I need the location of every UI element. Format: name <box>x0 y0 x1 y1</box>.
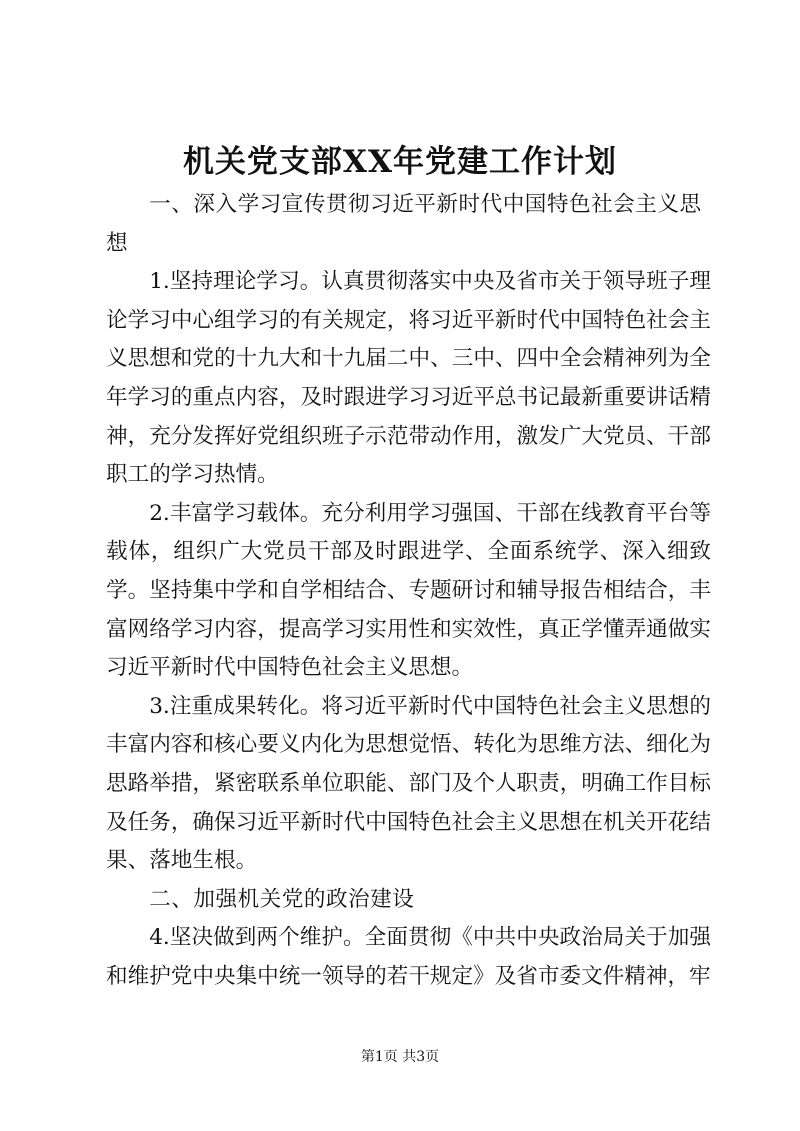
section-heading-2: 二、加强机关党的政治建设 <box>149 886 415 912</box>
paragraph-3: 3.注重成果转化。将习近平新时代中国特色社会主义思想的丰富内容和核心要义内化为思想觉悟、转化为思维方法、细化为思路举措，紧密联系单位职能、部门及个人职责，明确工作目标及任务，确保习近平新时代中国特色社会主义思想在机关开花结果、落地生根。 <box>106 693 711 874</box>
paragraph-1: 1.坚持理论学习。认真贯彻落实中央及省市关于领导班子理论学习中心组学习的有关规定，将习近平新时代中国特色社会主义思想和党的十九大和十九届二中、三中、四中全会精神列为全年学习的重点内容，及时跟进学习习近平总书记最新重要讲话精神，充分发挥好党组织班子示范带动作用，激发广大党员、干部职工的学习热情。 <box>106 269 711 488</box>
page-footer: 第1页 共3页 <box>360 1049 440 1065</box>
paragraph-2: 2.丰富学习载体。充分利用学习强国、干部在线教育平台等载体，组织广大党员干部及时跟进学、全面系统学、深入细致学。坚持集中学和自学相结合、专题研讨和辅导报告相结合，丰富网络学习内容，提高学习实用性和实效性，真正学懂弄通做实习近平新时代中国特色社会主义思想。 <box>106 500 711 681</box>
section-heading-1: 一、深入学习宣传贯彻习近平新时代中国特色社会主义思想 <box>106 192 702 256</box>
document-title: 机关党支部XX年党建工作计划 <box>182 144 618 180</box>
paragraph-4: 4.坚决做到两个维护。全面贯彻《中共中央政治局关于加强和维护党中央集中统一领导的若干规定》及省市委文件精神，牢 <box>106 925 711 989</box>
document-body <box>106 186 711 996</box>
